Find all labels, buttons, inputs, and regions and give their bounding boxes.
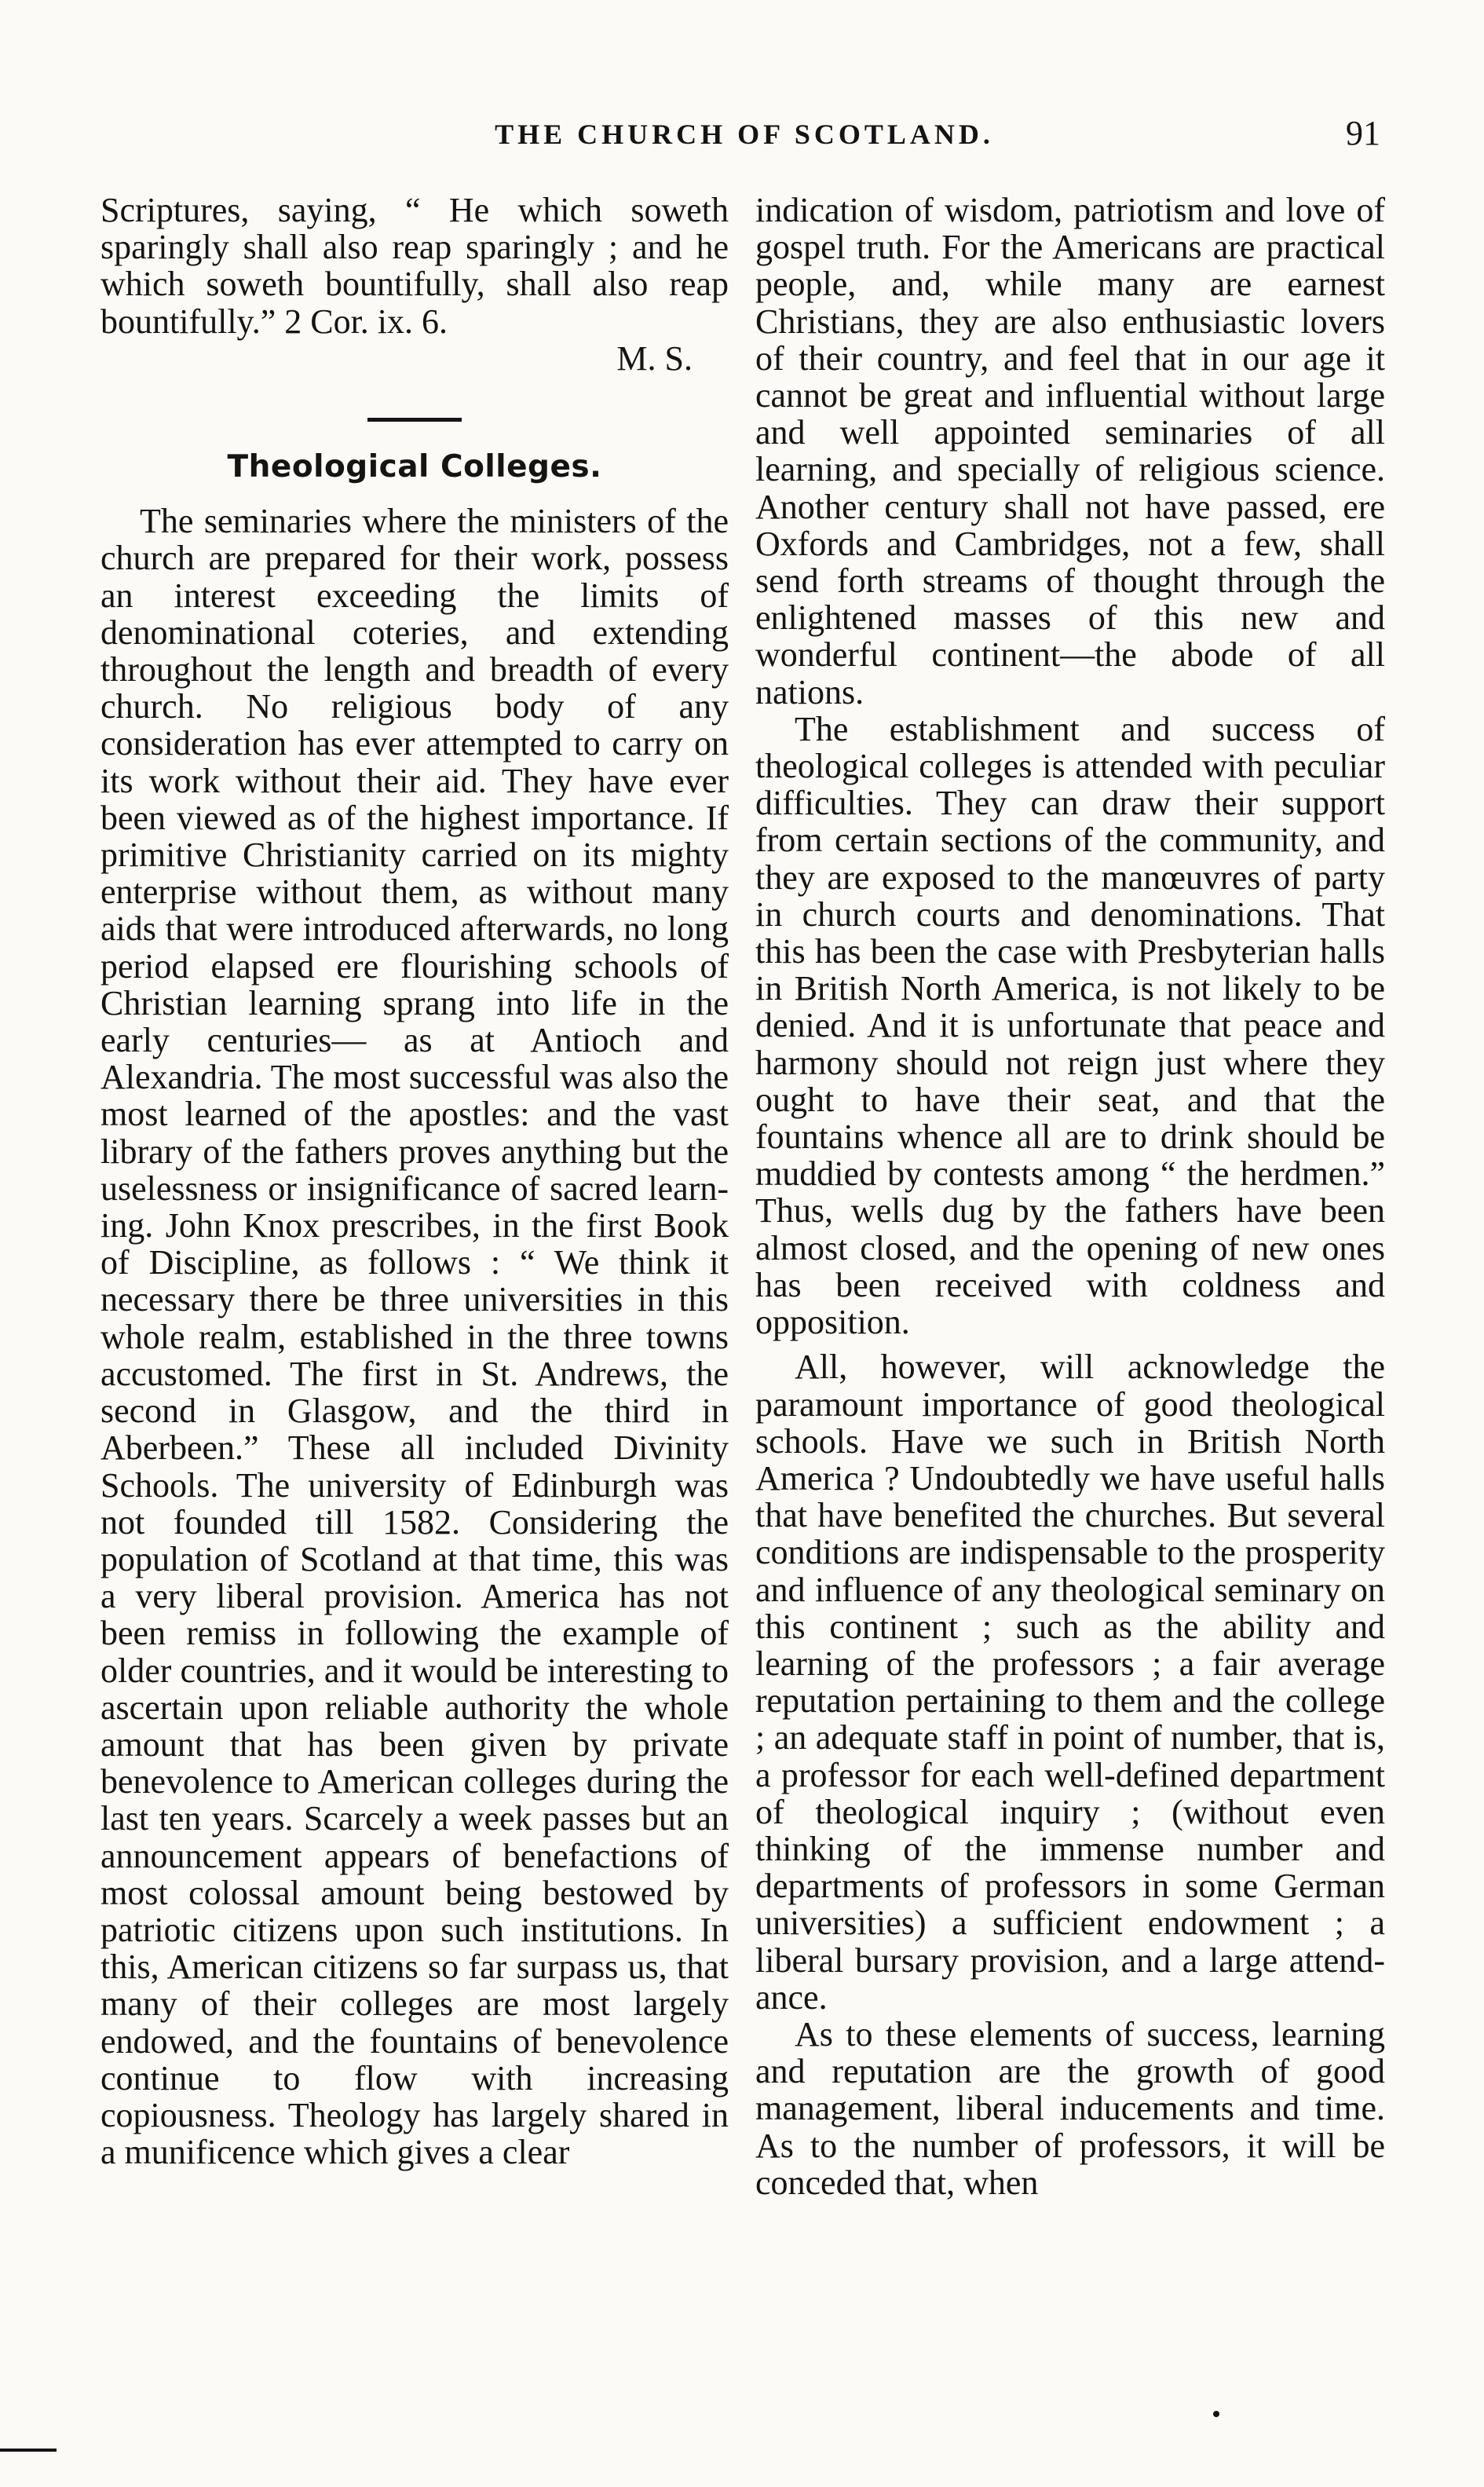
section-divider xyxy=(367,418,462,422)
opening-text: Scriptures, saying, “ He which soweth sparingly shall also reap sparingly ; and he which soweth bountifully, shall also reap bountifully.” 2 Cor. ix. 6. xyxy=(101,191,729,341)
body-paragraph: The establishment and success of theological colleges is attended with peculiar difficulties. They can draw their support from certain sections of the community, and they are exposed to the manœuvres of party in church courts and denominations. That this has been the case with Presbyterian halls in British North America, is not likely to be denied. And it is unfortunate that peace and harmony should not reign just where they ought to have their seat, and that the fountains whence all are to drink should be muddied by contests among “ the herdmen.” Thus, wells dug by the fathers have been almost closed, and the opening of new ones has been received with coldness and opposition. xyxy=(755,709,1385,1342)
running-header xyxy=(101,114,1388,165)
left-column xyxy=(101,192,729,2171)
page-edge-mark xyxy=(0,2449,57,2452)
right-column xyxy=(755,192,1385,2201)
body-paragraph: The seminaries where the ministers of the church are prepared for their work, possess an interest exceeding the limits of denominational coteries, and extending throughout the length and breadth of every church. No religious body of any consideration has ever attempted to carry on its work without their aid. They have ever been viewed as of the highest importance. If primitive Christianity carried on its mighty enterprise without them, as without many aids that were introduced afterwards, no long period elapsed ere flourishing schools of Christian learning sprang into life in the early centuries— as at Antioch and Alexandria. The most successful was also the most learned of the apostles: and the vast library of the fathers proves anything but the uselessness or insignificance of sacred learning. John Knox prescribes, in the first Book of Discipline, as follows : “ We think it necessary there be three universities in this whole realm, established in the three towns accustomed. The first in St. Andrews, the second in Glasgow, and the third in Aberbeen.” These all included Divinity Schools. The university of Edinburgh was not founded till 1582. Considering the population of Scotland at that time, this was a very liberal provision. America has not been remiss in following the example of older countries, and it would be interesting to ascertain upon reliable authority the whole amount that has been given by private benevolence to American colleges during the last ten years. Scarcely a week passes but an announcement appears of benefactions of most colossal amount being bestowed by patriotic citizens upon such institutions. In this, American citizens so far surpass us, that many of their colleges are most largely endowed, and the fountains of benevolence continue to flow with increasing copiousness. Theology has largely shared in a munificence which gives a clear xyxy=(101,502,729,2172)
section-title: Theological Colleges. xyxy=(227,449,602,485)
ink-speck xyxy=(1213,2411,1219,2417)
body-paragraph-continued: indication of wisdom, patriotism and love of gospel truth. For the Americans are practical people, and, while many are earnest Christians, they are also enthusiastic lovers of their country, and feel that in our age it cannot be great and influential without large and well appointed seminaries of all learning, and specially of religious science. Another century shall not have passed, ere Oxfords and Cambridges, not a few, shall send forth streams of thought through the enlightened masses of this new and wonderful continent—the abode of all nations. xyxy=(755,191,1385,711)
running-title: THE CHURCH OF SCOTLAND. xyxy=(495,119,994,150)
page-number: 91 xyxy=(1346,114,1380,152)
author-signature: M. S. xyxy=(616,338,693,378)
body-paragraph: As to these elements of success, learning and reputation are the growth of good management, liberal inducements and time. As to the number of professors, it will be conceded that, when xyxy=(755,2014,1385,2202)
body-paragraph: All, however, will acknowledge the paramount importance of good theological schools. Have we such in British North America ? Undoubtedly we have useful halls that have benefited the churches. But several conditions are indispensable to the prosperity and influence of any theological seminary on this continent ; such as the ability and learning of the professors ; a fair average reputation pertaining to them and the college ; an adequate staff in point of number, that is, a professor for each well-defined department of theological inquiry ; (without even thinking of the immense number and departments of professors in some German universities) a sufficient endowment ; a liberal bursary provision, and a large attendance. xyxy=(755,1348,1385,2017)
